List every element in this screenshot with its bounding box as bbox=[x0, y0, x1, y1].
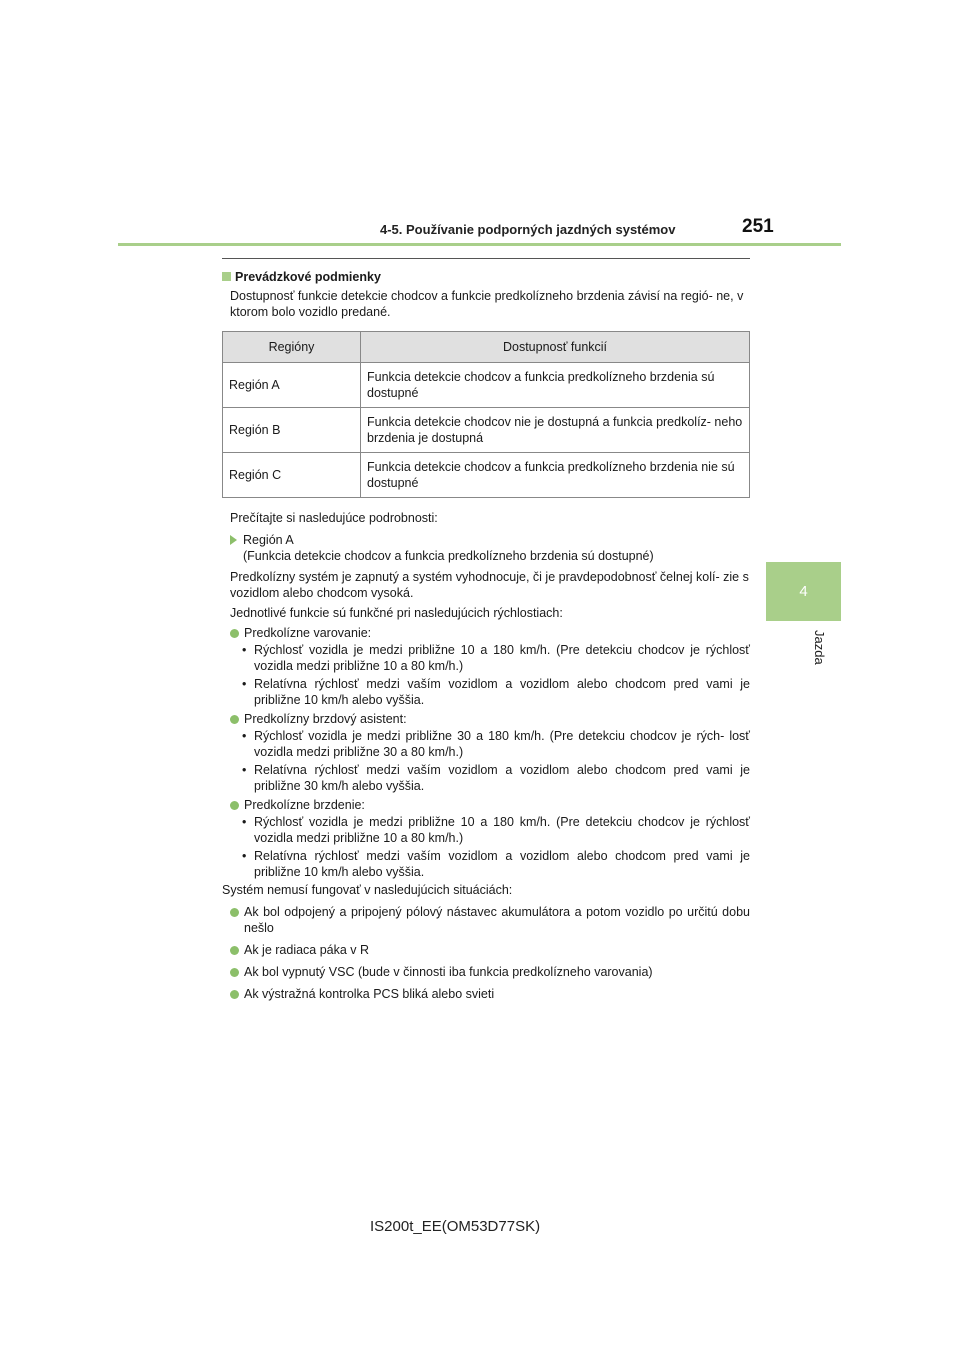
feature-sub-text: Relatívna rýchlosť medzi vaším vozidlom a vozidlom alebo chodcom pred vami je približne 10 km/h alebo vyššia. bbox=[254, 677, 750, 707]
dot-bullet-icon: • bbox=[242, 815, 247, 829]
not-working-intro: Systém nemusí fungovať v nasledujúcich situáciách: bbox=[222, 883, 513, 897]
feature-sub-text: Rýchlosť vozidla je medzi približne 30 a 180 km/h. (Pre detekciu chodcov je rých- losť vozidla medzi približne 30 a 80 km/h.) bbox=[254, 729, 750, 759]
read-more-text: Prečítajte si nasledujúce podrobnosti: bbox=[230, 511, 438, 525]
region-a-item bbox=[230, 532, 750, 564]
feature-title: Predkolízne varovanie: bbox=[244, 626, 372, 640]
header-rule bbox=[118, 243, 841, 246]
region-a-title: Región A bbox=[243, 533, 294, 547]
regions-table bbox=[222, 331, 750, 498]
chapter-number: 4 bbox=[799, 583, 808, 600]
feature-sub-text: Rýchlosť vozidla je medzi približne 10 a 180 km/h. (Pre detekciu chodcov je rýchlosť vozidla medzi približne 10 a 80 km/h.) bbox=[254, 643, 750, 673]
circle-bullet-icon bbox=[230, 629, 239, 638]
circle-bullet-icon bbox=[230, 715, 239, 724]
header-title: 4-5. Používanie podporných jazdných systémov bbox=[380, 222, 676, 237]
table-cell-availability: Funkcia detekcie chodcov nie je dostupná a funkcia predkolíz- neho brzdenia je dostupná bbox=[361, 408, 750, 453]
table-row bbox=[223, 453, 750, 498]
circle-bullet-icon bbox=[230, 990, 239, 999]
situation-text: Ak bol odpojený a pripojený pólový nástavec akumulátora a potom vozidlo po určitú dobu nešlo bbox=[244, 905, 750, 935]
feature-title: Predkolízne brzdenie: bbox=[244, 798, 365, 812]
feature-block bbox=[222, 711, 750, 794]
feature-sub-text: Relatívna rýchlosť medzi vaším vozidlom a vozidlom alebo chodcom pred vami je približne 10 km/h alebo vyššia. bbox=[254, 849, 750, 879]
feature-sub-item bbox=[242, 848, 750, 880]
section-heading bbox=[222, 269, 750, 285]
dot-bullet-icon: • bbox=[242, 643, 247, 657]
table-cell-region: Región B bbox=[223, 408, 361, 453]
section-divider bbox=[222, 258, 750, 259]
feature-sub-item bbox=[242, 814, 750, 846]
feature-sub-item bbox=[242, 762, 750, 794]
feature-title-item bbox=[230, 711, 750, 727]
table-row bbox=[223, 363, 750, 408]
dot-bullet-icon: • bbox=[242, 763, 247, 777]
feature-block bbox=[222, 797, 750, 880]
table-header-cell: Regióny bbox=[223, 332, 361, 363]
arrow-right-icon bbox=[230, 535, 237, 545]
feature-title-item bbox=[230, 625, 750, 641]
feature-sub-item bbox=[242, 676, 750, 708]
chapter-tab bbox=[766, 562, 841, 621]
dot-bullet-icon: • bbox=[242, 849, 247, 863]
situation-item bbox=[230, 986, 750, 1002]
paragraph-system: Predkolízny systém je zapnutý a systém vyhodnocuje, či je pravdepodobnosť čelnej kolí- zie s vozidlom alebo chodcom vysoká. bbox=[230, 570, 749, 600]
region-a-note: (Funkcia detekcie chodcov a funkcia predkolízneho brzdenia sú dostupné) bbox=[243, 549, 654, 563]
footer-code: IS200t_EE(OM53D77SK) bbox=[370, 1218, 541, 1235]
region-a-content bbox=[243, 532, 654, 564]
feature-sub-item bbox=[242, 728, 750, 760]
table-header-cell: Dostupnosť funkcií bbox=[361, 332, 750, 363]
dot-bullet-icon: • bbox=[242, 677, 247, 691]
situation-item bbox=[230, 964, 750, 980]
circle-bullet-icon bbox=[230, 968, 239, 977]
table-header-row bbox=[223, 332, 750, 363]
page-content bbox=[222, 258, 750, 1003]
feature-sub-item bbox=[242, 642, 750, 674]
feature-title-item bbox=[230, 797, 750, 813]
dot-bullet-icon: • bbox=[242, 729, 247, 743]
situation-text: Ak je radiaca páka v R bbox=[244, 943, 370, 957]
page-number: 251 bbox=[742, 216, 774, 237]
circle-bullet-icon bbox=[230, 908, 239, 917]
situation-text: Ak bol vypnutý VSC (bude v činnosti iba funkcia predkolízneho varovania) bbox=[244, 965, 653, 979]
section-heading-text: Prevádzkové podmienky bbox=[235, 270, 381, 284]
feature-sub-text: Rýchlosť vozidla je medzi približne 10 a 180 km/h. (Pre detekciu chodcov je rýchlosť vozidla medzi približne 10 a 80 km/h.) bbox=[254, 815, 750, 845]
feature-title: Predkolízny brzdový asistent: bbox=[244, 712, 407, 726]
table-cell-region: Región C bbox=[223, 453, 361, 498]
table-cell-availability: Funkcia detekcie chodcov a funkcia predkolízneho brzdenia sú dostupné bbox=[361, 363, 750, 408]
situation-item bbox=[230, 942, 750, 958]
feature-sub-text: Relatívna rýchlosť medzi vaším vozidlom a vozidlom alebo chodcom pred vami je približne 30 km/h alebo vyššia. bbox=[254, 763, 750, 793]
situation-text: Ak výstražná kontrolka PCS bliká alebo svieti bbox=[244, 987, 495, 1001]
table-cell-availability: Funkcia detekcie chodcov a funkcia predkolízneho brzdenia nie sú dostupné bbox=[361, 453, 750, 498]
table-cell-region: Región A bbox=[223, 363, 361, 408]
circle-bullet-icon bbox=[230, 946, 239, 955]
section-intro: Dostupnosť funkcie detekcie chodcov a funkcie predkolízneho brzdenia závisí na regió- ne, v ktorom bolo vozidlo predané. bbox=[230, 289, 744, 319]
paragraph-speeds: Jednotlivé funkcie sú funkčné pri nasledujúcich rýchlostiach: bbox=[230, 606, 563, 620]
circle-bullet-icon bbox=[230, 801, 239, 810]
table-row bbox=[223, 408, 750, 453]
chapter-label: Jazda bbox=[812, 630, 827, 665]
feature-block bbox=[222, 625, 750, 708]
situation-item bbox=[230, 904, 750, 936]
square-bullet-icon bbox=[222, 272, 231, 281]
